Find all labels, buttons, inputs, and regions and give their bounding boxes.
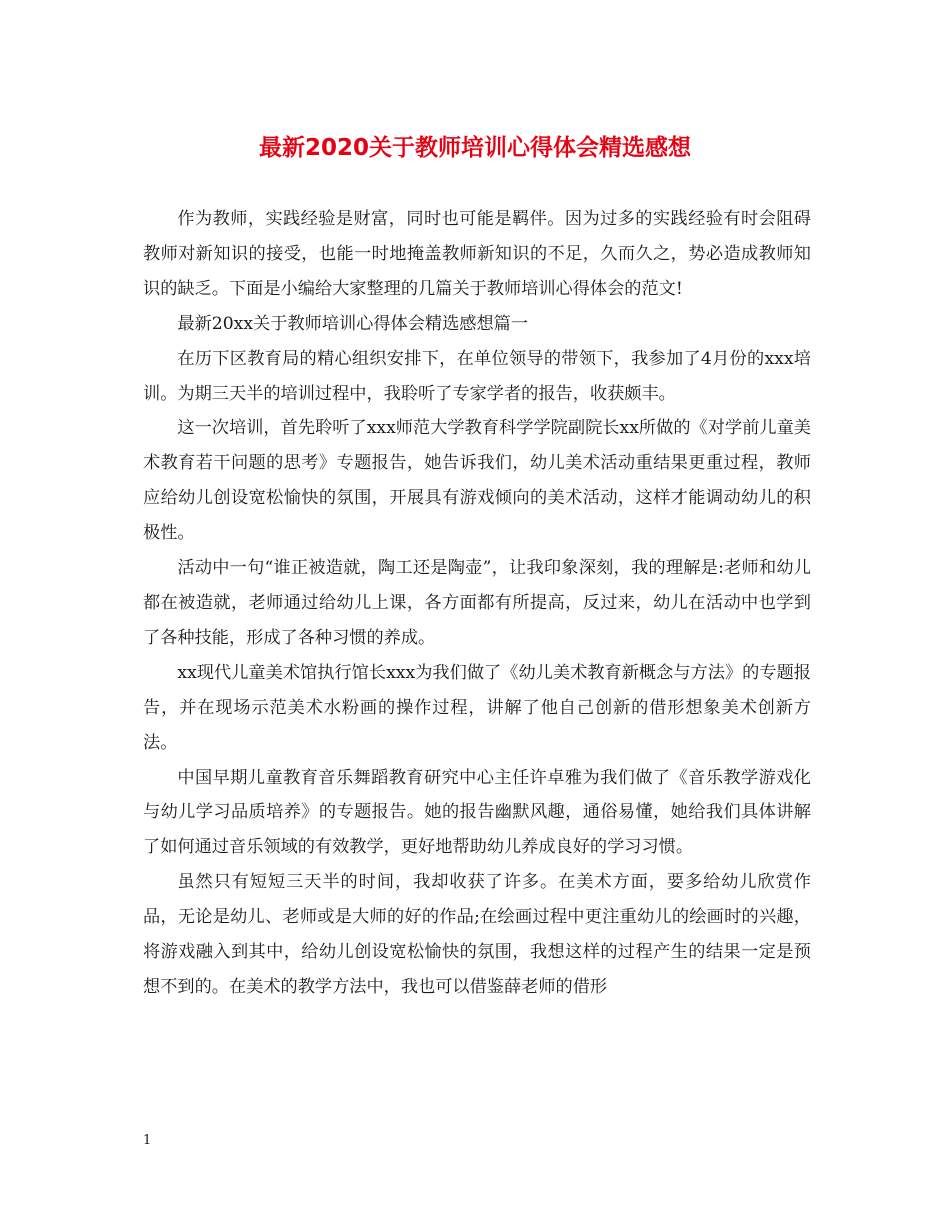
body-paragraph: xx现代儿童美术馆执行馆长xxx为我们做了《幼儿美术教育新概念与方法》的专题报告，并在现场示范美术水粉画的操作过程，讲解了他自己创新的借形想象美术创新方法。 <box>143 662 811 753</box>
intro-paragraph: 作为教师，实践经验是财富，同时也可能是羁伴。因为过多的实践经验有时会阻碍教师对新知识的接受，也能一时地掩盖教师新知识的不足，久而久之，势必造成教师知识的缺乏。下面是小编给大家整理的几篇关于教师培训心得体会的范文! <box>143 209 811 299</box>
body-paragraph: 这一次培训，首先聆听了xxx师范大学教育科学学院副院长xx所做的《对学前儿童美术教育若干问题的思考》专题报告，她告诉我们，幼儿美术活动重结果更重过程，教师应给幼儿创设宽松愉快的氛围，开展具有游戏倾向的美术活动，这样才能调动幼儿的积极性。 <box>143 418 811 544</box>
body-paragraph: 活动中一句“谁正被造就，陶工还是陶壶”，让我印象深刻，我的理解是:老师和幼儿都在被造就，老师通过给幼儿上课，各方面都有所提高，反过来，幼儿在活动中也学到了各种技能，形成了各种习惯的养成。 <box>143 558 811 648</box>
document-body <box>143 202 811 1005</box>
section-heading: 最新20xx关于教师培训心得体会精选感想篇一 <box>177 313 529 334</box>
document-title: 最新2020关于教师培训心得体会精选感想 <box>258 135 691 161</box>
page-number: 1 <box>143 1133 152 1148</box>
body-paragraph: 中国早期儿童教育音乐舞蹈教育研究中心主任许卓雅为我们做了《音乐教学游戏化与幼儿学习品质培养》的专题报告。她的报告幽默风趣，通俗易懂，她给我们具体讲解了如何通过音乐领域的有效教学，更好地帮助幼儿养成良好的学习习惯。 <box>143 767 811 858</box>
body-paragraph: 在历下区教育局的精心组织安排下，在单位领导的带领下，我参加了4月份的xxx培训。为期三天半的培训过程中，我聆听了专家学者的报告，收获颇丰。 <box>143 348 811 404</box>
body-paragraph: 虽然只有短短三天半的时间，我却收获了许多。在美术方面，要多给幼儿欣赏作品，无论是幼儿、老师或是大师的好的作品;在绘画过程中更注重幼儿的绘画时的兴趣，将游戏融入到其中，给幼儿创设宽松愉快的氛围，我想这样的过程产生的结果一定是预想不到的。在美术的教学方法中，我也可以借鉴薛老师的借形 <box>143 872 811 997</box>
